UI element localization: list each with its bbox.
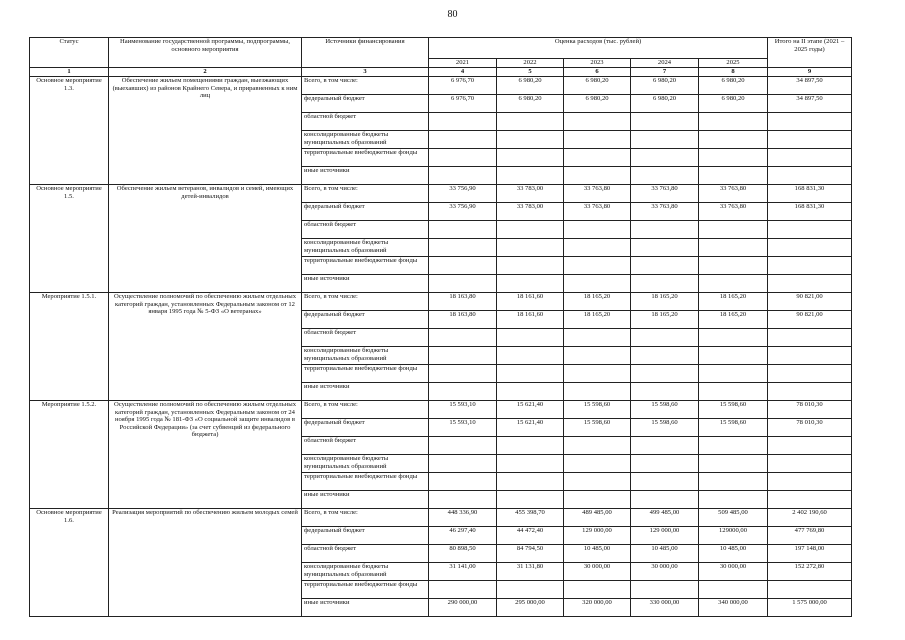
year-value-cell: 6 980,20 xyxy=(631,77,699,95)
year-value-cell xyxy=(429,473,497,491)
year-value-cell: 6 980,20 xyxy=(564,95,631,113)
total-value-cell: 90 821,00 xyxy=(768,293,852,311)
year-value-cell: 15 598,60 xyxy=(699,419,768,437)
funding-source-label: Всего, в том числе: xyxy=(302,185,429,203)
year-value-cell xyxy=(699,455,768,473)
funding-source-label: иные источники xyxy=(302,383,429,401)
year-value-cell: 18 165,20 xyxy=(564,311,631,329)
year-value-cell xyxy=(429,455,497,473)
year-value-cell: 18 163,80 xyxy=(429,293,497,311)
year-value-cell xyxy=(497,275,564,293)
column-number: 5 xyxy=(497,68,564,77)
year-value-cell xyxy=(564,365,631,383)
year-value-cell: 33 783,00 xyxy=(497,185,564,203)
year-value-cell xyxy=(497,365,564,383)
funding-source-label: областной бюджет xyxy=(302,221,429,239)
column-number: 1 xyxy=(30,68,109,77)
header-year: 2023 xyxy=(564,59,631,68)
year-value-cell xyxy=(497,167,564,185)
year-value-cell: 509 485,00 xyxy=(699,509,768,527)
funding-source-label: Всего, в том числе: xyxy=(302,509,429,527)
year-value-cell: 33 763,80 xyxy=(699,203,768,221)
header-sources: Источники финансирования xyxy=(302,38,429,68)
year-value-cell xyxy=(699,329,768,347)
table-row xyxy=(30,185,852,203)
year-value-cell: 330 000,00 xyxy=(631,599,699,617)
year-value-cell: 84 794,50 xyxy=(497,545,564,563)
row-program-name: Обеспечение жильем помещениями граждан, выезжающих (выехавших) из районов Крайнего Севера, и приравненных к ним лиц xyxy=(109,77,302,185)
year-value-cell: 80 898,50 xyxy=(429,545,497,563)
year-value-cell xyxy=(631,473,699,491)
year-value-cell: 6 980,20 xyxy=(699,95,768,113)
page-number: 80 xyxy=(447,9,458,20)
year-value-cell: 30 000,00 xyxy=(631,563,699,581)
total-value-cell xyxy=(768,383,852,401)
year-value-cell xyxy=(564,383,631,401)
total-value-cell xyxy=(768,455,852,473)
row-status: Мероприятие 1.5.1. xyxy=(30,293,109,401)
year-value-cell: 320 000,00 xyxy=(564,599,631,617)
year-value-cell xyxy=(564,581,631,599)
year-value-cell xyxy=(429,257,497,275)
year-value-cell: 33 756,90 xyxy=(429,185,497,203)
column-number: 8 xyxy=(699,68,768,77)
year-value-cell: 31 141,00 xyxy=(429,563,497,581)
year-value-cell: 499 485,00 xyxy=(631,509,699,527)
year-value-cell xyxy=(564,347,631,365)
total-value-cell xyxy=(768,149,852,167)
year-value-cell xyxy=(564,167,631,185)
funding-source-label: федеральный бюджет xyxy=(302,419,429,437)
year-value-cell xyxy=(699,257,768,275)
column-number-row xyxy=(30,68,852,77)
table-row xyxy=(30,293,852,311)
year-value-cell xyxy=(631,455,699,473)
year-value-cell xyxy=(631,239,699,257)
year-value-cell xyxy=(699,491,768,509)
total-value-cell: 78 010,30 xyxy=(768,401,852,419)
year-value-cell xyxy=(564,473,631,491)
funding-source-label: консолидированные бюджеты муниципальных образований xyxy=(302,239,429,257)
year-value-cell: 290 000,00 xyxy=(429,599,497,617)
year-value-cell: 489 485,00 xyxy=(564,509,631,527)
row-program-name: Обеспечение жильем ветеранов, инвалидов и семей, имеющих детей-инвалидов xyxy=(109,185,302,293)
total-value-cell: 477 769,80 xyxy=(768,527,852,545)
year-value-cell xyxy=(631,149,699,167)
funding-source-label: территориальные внебюджетные фонды xyxy=(302,581,429,599)
total-value-cell xyxy=(768,581,852,599)
year-value-cell xyxy=(429,581,497,599)
budget-table xyxy=(29,37,852,617)
year-value-cell xyxy=(564,491,631,509)
year-value-cell xyxy=(631,491,699,509)
year-value-cell xyxy=(429,221,497,239)
year-value-cell xyxy=(631,581,699,599)
row-status: Основное мероприятие 1.6. xyxy=(30,509,109,617)
header-program: Наименование государственной программы, подпрограммы, основного мероприятия xyxy=(109,38,302,68)
total-value-cell: 78 010,30 xyxy=(768,419,852,437)
funding-source-label: консолидированные бюджеты муниципальных образований xyxy=(302,455,429,473)
funding-source-label: консолидированные бюджеты муниципальных образований xyxy=(302,347,429,365)
funding-source-label: территориальные внебюджетные фонды xyxy=(302,257,429,275)
year-value-cell xyxy=(497,221,564,239)
year-value-cell: 18 161,60 xyxy=(497,311,564,329)
total-value-cell xyxy=(768,257,852,275)
year-value-cell xyxy=(429,383,497,401)
column-number: 4 xyxy=(429,68,497,77)
year-value-cell xyxy=(497,257,564,275)
year-value-cell: 15 598,60 xyxy=(564,401,631,419)
year-value-cell xyxy=(497,239,564,257)
year-value-cell: 6 980,20 xyxy=(631,95,699,113)
header-status: Статус xyxy=(30,38,109,68)
year-value-cell: 6 976,70 xyxy=(429,95,497,113)
year-value-cell: 18 163,80 xyxy=(429,311,497,329)
year-value-cell: 33 763,80 xyxy=(699,185,768,203)
total-value-cell: 168 831,30 xyxy=(768,203,852,221)
year-value-cell: 6 980,20 xyxy=(497,95,564,113)
total-value-cell xyxy=(768,437,852,455)
header-year: 2024 xyxy=(631,59,699,68)
year-value-cell: 15 593,10 xyxy=(429,419,497,437)
total-value-cell: 34 897,50 xyxy=(768,77,852,95)
year-value-cell xyxy=(631,131,699,149)
year-value-cell: 18 165,20 xyxy=(699,311,768,329)
total-value-cell: 34 897,50 xyxy=(768,95,852,113)
year-value-cell xyxy=(497,113,564,131)
funding-source-label: территориальные внебюджетные фонды xyxy=(302,365,429,383)
column-number: 2 xyxy=(109,68,302,77)
funding-source-label: территориальные внебюджетные фонды xyxy=(302,149,429,167)
year-value-cell: 129 000,00 xyxy=(631,527,699,545)
total-value-cell: 90 821,00 xyxy=(768,311,852,329)
year-value-cell xyxy=(564,329,631,347)
year-value-cell xyxy=(631,437,699,455)
year-value-cell: 340 000,00 xyxy=(699,599,768,617)
funding-source-label: Всего, в том числе: xyxy=(302,77,429,95)
column-number: 3 xyxy=(302,68,429,77)
year-value-cell xyxy=(429,491,497,509)
funding-source-label: федеральный бюджет xyxy=(302,203,429,221)
year-value-cell: 10 485,00 xyxy=(631,545,699,563)
funding-source-label: территориальные внебюджетные фонды xyxy=(302,473,429,491)
year-value-cell xyxy=(429,437,497,455)
year-value-cell: 18 165,20 xyxy=(699,293,768,311)
total-value-cell: 1 575 000,00 xyxy=(768,599,852,617)
funding-source-label: Всего, в том числе: xyxy=(302,401,429,419)
total-value-cell xyxy=(768,347,852,365)
year-value-cell: 15 621,40 xyxy=(497,419,564,437)
funding-source-label: иные источники xyxy=(302,491,429,509)
row-status: Мероприятие 1.5.2. xyxy=(30,401,109,509)
year-value-cell: 6 976,70 xyxy=(429,77,497,95)
year-value-cell: 33 756,90 xyxy=(429,203,497,221)
year-value-cell xyxy=(699,167,768,185)
year-value-cell: 15 593,10 xyxy=(429,401,497,419)
year-value-cell: 455 398,70 xyxy=(497,509,564,527)
year-value-cell xyxy=(699,275,768,293)
year-value-cell xyxy=(631,221,699,239)
year-value-cell: 18 165,20 xyxy=(631,293,699,311)
total-value-cell xyxy=(768,131,852,149)
year-value-cell xyxy=(429,275,497,293)
year-value-cell: 33 763,80 xyxy=(564,203,631,221)
row-program-name: Реализация мероприятий по обеспечению жильем молодых семей xyxy=(109,509,302,617)
year-value-cell xyxy=(497,455,564,473)
year-value-cell: 33 763,80 xyxy=(631,185,699,203)
year-value-cell xyxy=(497,491,564,509)
year-value-cell: 295 000,00 xyxy=(497,599,564,617)
year-value-cell: 6 980,20 xyxy=(699,77,768,95)
funding-source-label: Всего, в том числе: xyxy=(302,293,429,311)
year-value-cell xyxy=(429,239,497,257)
year-value-cell: 129 000,00 xyxy=(564,527,631,545)
year-value-cell xyxy=(699,239,768,257)
year-value-cell: 15 598,60 xyxy=(631,401,699,419)
row-status: Основное мероприятие 1.3. xyxy=(30,77,109,185)
year-value-cell: 10 485,00 xyxy=(699,545,768,563)
funding-source-label: областной бюджет xyxy=(302,329,429,347)
funding-source-label: областной бюджет xyxy=(302,545,429,563)
row-status: Основное мероприятие 1.5. xyxy=(30,185,109,293)
year-value-cell xyxy=(497,473,564,491)
total-value-cell xyxy=(768,275,852,293)
year-value-cell xyxy=(699,221,768,239)
year-value-cell xyxy=(564,131,631,149)
total-value-cell xyxy=(768,167,852,185)
year-value-cell xyxy=(497,347,564,365)
year-value-cell xyxy=(497,131,564,149)
header-total: Итого на II этапе (2021 – 2025 годы) xyxy=(768,38,852,68)
row-program-name: Осуществление полномочий по обеспечению жильем отдельных категорий граждан, установленных Федеральным законом от 12 января 1995 года № 5-ФЗ «О ветеранах» xyxy=(109,293,302,401)
year-value-cell xyxy=(429,131,497,149)
year-value-cell: 15 598,60 xyxy=(564,419,631,437)
year-value-cell xyxy=(429,113,497,131)
header-year: 2022 xyxy=(497,59,564,68)
year-value-cell xyxy=(429,167,497,185)
year-value-cell xyxy=(699,473,768,491)
total-value-cell: 152 272,80 xyxy=(768,563,852,581)
year-value-cell: 18 165,20 xyxy=(631,311,699,329)
total-value-cell xyxy=(768,239,852,257)
year-value-cell: 30 000,00 xyxy=(699,563,768,581)
year-value-cell xyxy=(631,329,699,347)
table-body xyxy=(30,77,852,617)
year-value-cell xyxy=(564,437,631,455)
year-value-cell xyxy=(631,383,699,401)
funding-source-label: федеральный бюджет xyxy=(302,527,429,545)
funding-source-label: областной бюджет xyxy=(302,113,429,131)
total-value-cell xyxy=(768,329,852,347)
year-value-cell: 30 000,00 xyxy=(564,563,631,581)
row-program-name: Осуществление полномочий по обеспечению жильем отдельных категорий граждан, установленных Федеральным законом от 24 ноября 1995 года № 181-ФЗ «О социальной защите инвалидов в Российской Федерации» (за счет субвенций из федерального бюджета) xyxy=(109,401,302,509)
year-value-cell xyxy=(631,113,699,131)
funding-source-label: областной бюджет xyxy=(302,437,429,455)
year-value-cell xyxy=(497,149,564,167)
total-value-cell xyxy=(768,491,852,509)
year-value-cell: 6 980,20 xyxy=(497,77,564,95)
header-year: 2025 xyxy=(699,59,768,68)
year-value-cell xyxy=(631,167,699,185)
year-value-cell: 33 763,80 xyxy=(564,185,631,203)
year-value-cell: 129000,00 xyxy=(699,527,768,545)
year-value-cell: 33 783,00 xyxy=(497,203,564,221)
funding-source-label: федеральный бюджет xyxy=(302,311,429,329)
total-value-cell xyxy=(768,221,852,239)
year-value-cell: 448 336,90 xyxy=(429,509,497,527)
year-value-cell xyxy=(631,365,699,383)
year-value-cell: 10 485,00 xyxy=(564,545,631,563)
funding-source-label: федеральный бюджет xyxy=(302,95,429,113)
table-row xyxy=(30,77,852,95)
year-value-cell: 15 621,40 xyxy=(497,401,564,419)
year-value-cell xyxy=(631,347,699,365)
year-value-cell xyxy=(429,347,497,365)
year-value-cell: 18 165,20 xyxy=(564,293,631,311)
year-value-cell: 15 598,60 xyxy=(631,419,699,437)
year-value-cell xyxy=(699,347,768,365)
column-number: 6 xyxy=(564,68,631,77)
year-value-cell xyxy=(699,149,768,167)
year-value-cell: 46 297,40 xyxy=(429,527,497,545)
year-value-cell xyxy=(497,437,564,455)
year-value-cell: 6 980,20 xyxy=(564,77,631,95)
total-value-cell xyxy=(768,113,852,131)
year-value-cell xyxy=(564,113,631,131)
year-value-cell xyxy=(699,437,768,455)
total-value-cell: 197 148,00 xyxy=(768,545,852,563)
year-value-cell: 33 763,80 xyxy=(631,203,699,221)
year-value-cell xyxy=(564,257,631,275)
total-value-cell: 168 831,30 xyxy=(768,185,852,203)
year-value-cell xyxy=(564,221,631,239)
year-value-cell xyxy=(497,581,564,599)
year-value-cell xyxy=(564,239,631,257)
year-value-cell xyxy=(497,329,564,347)
total-value-cell xyxy=(768,365,852,383)
year-value-cell xyxy=(699,581,768,599)
table-row xyxy=(30,509,852,527)
year-value-cell xyxy=(429,149,497,167)
year-value-cell xyxy=(429,329,497,347)
year-value-cell xyxy=(699,131,768,149)
year-value-cell xyxy=(699,383,768,401)
funding-source-label: иные источники xyxy=(302,599,429,617)
year-value-cell xyxy=(699,365,768,383)
funding-source-label: консолидированные бюджеты муниципальных образований xyxy=(302,131,429,149)
year-value-cell xyxy=(564,455,631,473)
funding-source-label: консолидированные бюджеты муниципальных образований xyxy=(302,563,429,581)
year-value-cell xyxy=(497,383,564,401)
funding-source-label: иные источники xyxy=(302,167,429,185)
total-value-cell xyxy=(768,473,852,491)
year-value-cell: 18 161,60 xyxy=(497,293,564,311)
year-value-cell xyxy=(631,257,699,275)
year-value-cell xyxy=(564,275,631,293)
column-number: 9 xyxy=(768,68,852,77)
year-value-cell: 31 131,80 xyxy=(497,563,564,581)
header-year: 2021 xyxy=(429,59,497,68)
total-value-cell: 2 402 190,60 xyxy=(768,509,852,527)
year-value-cell xyxy=(564,149,631,167)
header-estimate: Оценка расходов (тыс. рублей) xyxy=(429,38,768,59)
year-value-cell xyxy=(429,365,497,383)
funding-source-label: иные источники xyxy=(302,275,429,293)
column-number: 7 xyxy=(631,68,699,77)
table-row xyxy=(30,401,852,419)
year-value-cell xyxy=(631,275,699,293)
year-value-cell: 44 472,40 xyxy=(497,527,564,545)
year-value-cell: 15 598,60 xyxy=(699,401,768,419)
year-value-cell xyxy=(699,113,768,131)
